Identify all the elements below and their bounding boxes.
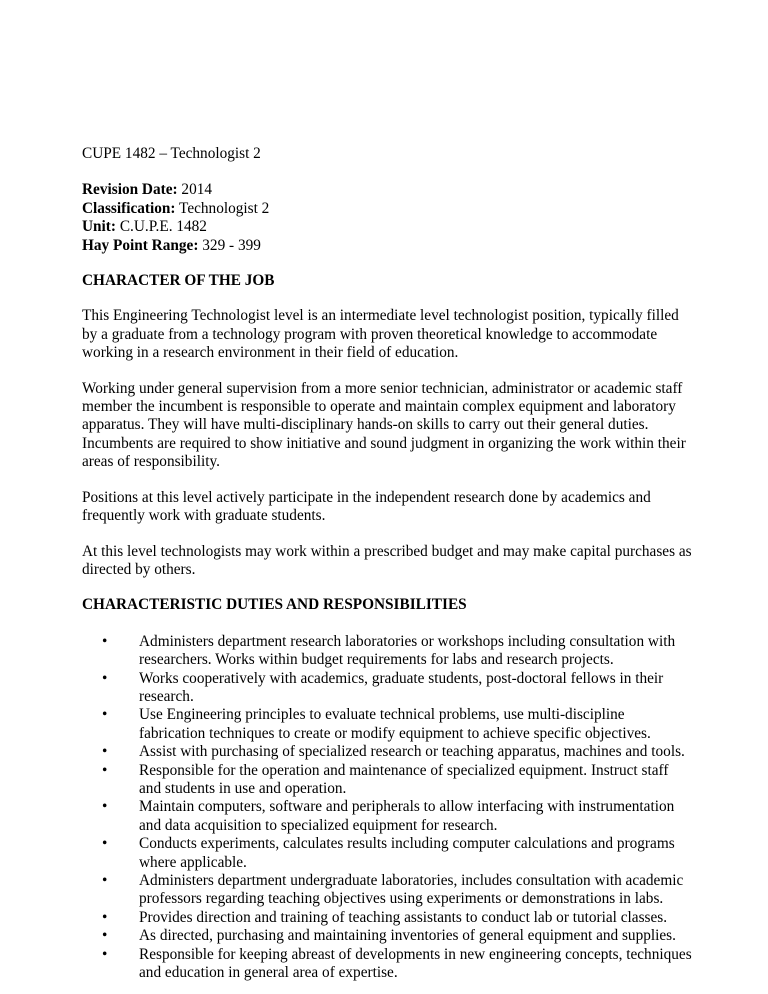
paragraph: Working under general supervision from a more senior technician, administrator or academic staff member the incumbent is responsible to operate and maintain complex equipment and laboratory apparatus. They will have multi-disciplinary hands-on skills to carry out their general duties. Incumbents are required to show initiative and sound judgment in organizing the work within their areas of responsibility.: [82, 379, 686, 471]
duties-list: [82, 633, 692, 983]
bullet-icon: •: [102, 632, 108, 650]
bullet-icon: •: [102, 798, 108, 816]
bullet-icon: •: [102, 706, 108, 724]
list-item: [82, 798, 692, 835]
meta-value: 329 - 399: [202, 236, 261, 254]
bullet-icon: •: [102, 761, 108, 779]
paragraph: This Engineering Technologist level is an intermediate level technologist position, typically filled by a graduate from a technology program with proven theoretical knowledge to accommodate working in a research environment in their field of education.: [82, 307, 679, 362]
list-item: [82, 909, 692, 927]
list-item: [82, 762, 692, 799]
metadata-block: [82, 181, 692, 255]
meta-value: C.U.P.E. 1482: [119, 218, 207, 236]
bullet-icon: •: [102, 872, 108, 889]
list-item: [82, 670, 692, 707]
list-item-text: Responsible for keeping abreast of developments in new engineering concepts, techniques and education in general area of expertise.: [139, 945, 692, 982]
meta-classification: [82, 200, 692, 218]
meta-hay-point-range: [82, 237, 692, 255]
list-item-text: As directed, purchasing and maintaining inventories of general equipment and supplies.: [139, 927, 676, 945]
meta-revision-date: [82, 181, 692, 199]
list-item-text: Provides direction and training of teaching assistants to conduct lab or tutorial classes.: [139, 908, 668, 926]
list-item-text: Maintain computers, software and peripherals to allow interfacing with instrumentation and data acquisition to specialized equipment for research.: [139, 798, 675, 834]
bullet-icon: •: [102, 927, 108, 945]
list-item: [82, 743, 692, 761]
list-item-text: Administers department research laboratories or workshops including consultation with researchers. Works within budget requirements for labs and research projects.: [139, 632, 676, 669]
document-title: CUPE 1482 – Technologist 2: [82, 145, 261, 162]
list-item: [82, 946, 692, 983]
section-heading-character: CHARACTER OF THE JOB: [82, 272, 275, 290]
meta-key: Unit:: [82, 218, 116, 236]
list-item: [82, 835, 692, 872]
bullet-icon: •: [102, 743, 108, 761]
meta-key: Revision Date:: [82, 181, 178, 199]
list-item-text: Works cooperatively with academics, graduate students, post-doctoral fellows in their research.: [139, 669, 664, 705]
list-item-text: Administers department undergraduate laboratories, includes consultation with academic professors regarding teaching objectives using experiments or demonstrations in labs.: [139, 872, 684, 908]
meta-value: Technologist 2: [179, 199, 270, 217]
meta-value: 2014: [181, 181, 213, 199]
list-item: [82, 872, 692, 909]
bullet-icon: •: [102, 835, 108, 853]
paragraph: At this level technologists may work within a prescribed budget and may make capital purchases as directed by others.: [82, 542, 692, 578]
paragraph: Positions at this level actively participate in the independent research done by academics and frequently work with graduate students.: [82, 488, 651, 525]
list-item-text: Assist with purchasing of specialized research or teaching apparatus, machines and tools.: [139, 743, 685, 761]
list-item: [82, 927, 692, 945]
bullet-icon: •: [102, 669, 108, 687]
meta-key: Hay Point Range:: [82, 236, 199, 254]
bullet-icon: •: [102, 908, 108, 926]
list-item: [82, 633, 692, 670]
list-item-text: Use Engineering principles to evaluate technical problems, use multi-discipline fabrication techniques to create or modify equipment to achieve specific objectives.: [139, 706, 651, 742]
list-item: [82, 706, 692, 743]
list-item-text: Conducts experiments, calculates results including computer calculations and programs where applicable.: [139, 835, 675, 871]
list-item-text: Responsible for the operation and maintenance of specialized equipment. Instruct staff and students in use and operation.: [139, 761, 669, 797]
section-heading-duties: CHARACTERISTIC DUTIES AND RESPONSIBILITIES: [82, 596, 467, 614]
document-body: [82, 145, 692, 982]
meta-unit: [82, 218, 692, 236]
bullet-icon: •: [102, 945, 108, 963]
meta-key: Classification:: [82, 199, 176, 217]
